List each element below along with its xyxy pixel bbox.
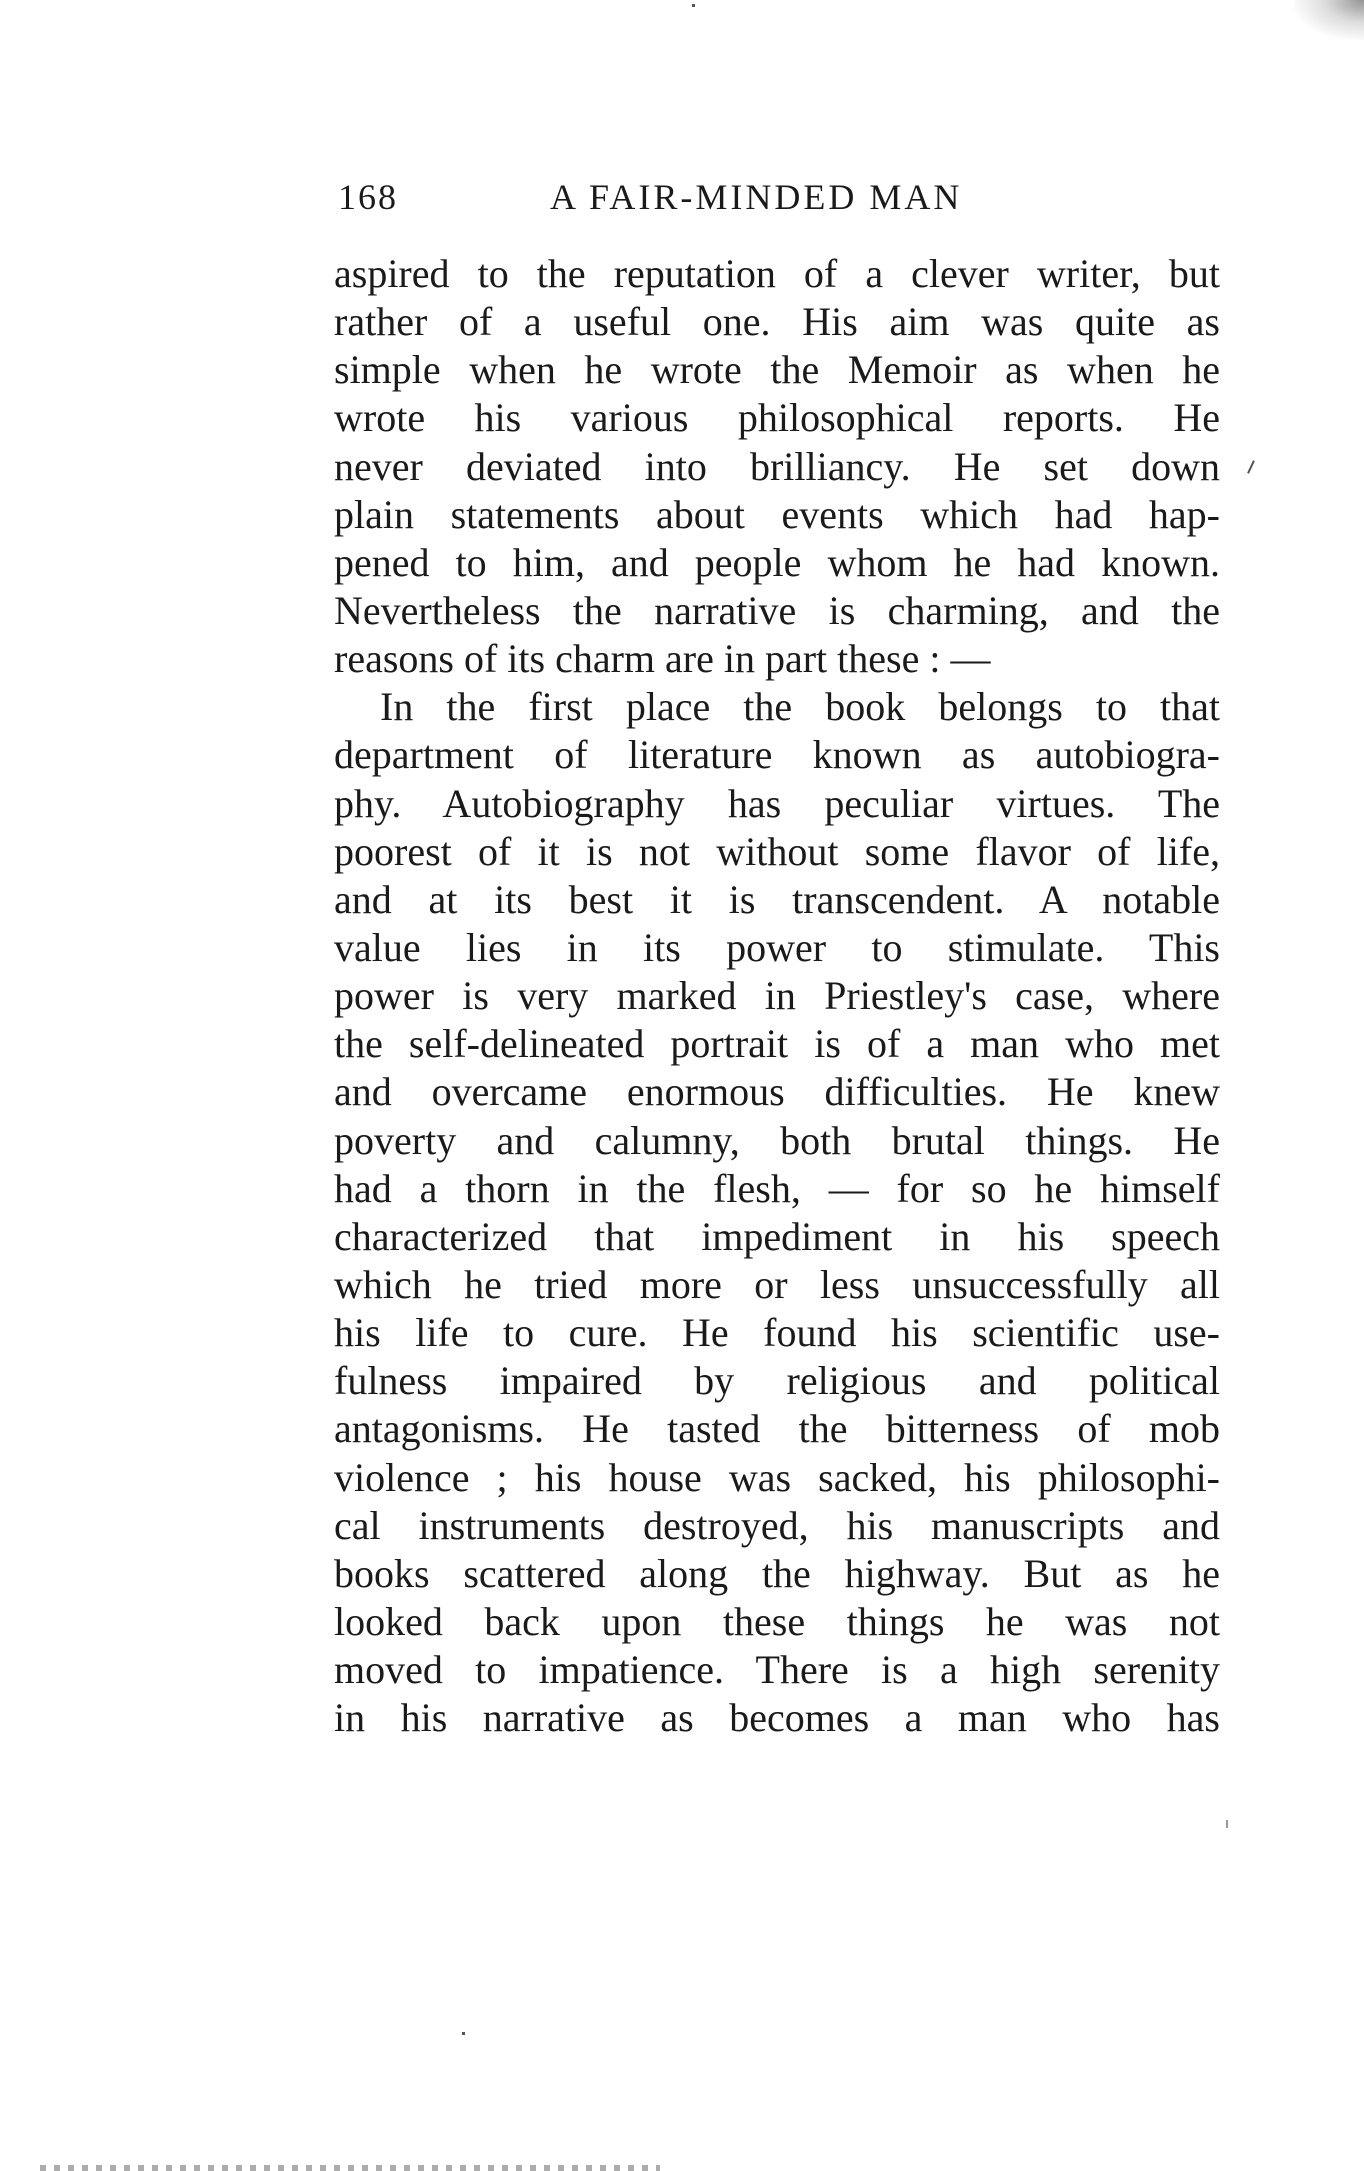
text-line: looked back upon these things he was not bbox=[334, 1598, 1220, 1644]
text-line: the self-delineated portrait is of a man who met bbox=[334, 1021, 1220, 1067]
page-number: 168 bbox=[338, 177, 398, 217]
text-line: had a thorn in the flesh, — for so he himself bbox=[334, 1165, 1220, 1211]
text-line: pened to him, and people whom he had known. bbox=[334, 539, 1220, 585]
scan-corner-smudge bbox=[1294, 0, 1364, 40]
text-line: never deviated into brilliancy. He set down bbox=[334, 443, 1220, 489]
text-line: antagonisms. He tasted the bitterness of mob bbox=[334, 1406, 1220, 1452]
paragraph-2 bbox=[334, 683, 1220, 1742]
text-line: in his narrative as becomes a man who has bbox=[334, 1695, 1220, 1741]
paragraph-1 bbox=[334, 250, 1220, 683]
text-line: and overcame enormous difficulties. He knew bbox=[334, 1069, 1220, 1115]
text-line: his life to cure. He found his scientific use- bbox=[334, 1310, 1220, 1356]
text-line: reasons of its charm are in part these : — bbox=[334, 636, 991, 682]
page-header bbox=[338, 176, 1218, 226]
text-line: wrote his various philosophical reports. He bbox=[334, 395, 1220, 441]
text-line: poorest of it is not without some flavor of life, bbox=[334, 828, 1220, 874]
text-line: violence ; his house was sacked, his philosophi- bbox=[334, 1454, 1220, 1500]
text-line: characterized that impediment in his speech bbox=[334, 1213, 1220, 1259]
running-head: A FAIR-MINDED MAN bbox=[550, 177, 963, 217]
scan-edge-noise bbox=[40, 2165, 660, 2171]
text-line: phy. Autobiography has peculiar virtues. The bbox=[334, 780, 1220, 826]
text-line: simple when he wrote the Memoir as when he bbox=[334, 347, 1220, 393]
text-line: books scattered along the highway. But as he bbox=[334, 1550, 1220, 1596]
text-line: value lies in its power to stimulate. This bbox=[334, 924, 1220, 970]
text-line: rather of a useful one. His aim was quite as bbox=[334, 299, 1220, 345]
text-line: department of literature known as autobiogra- bbox=[334, 732, 1220, 778]
text-line: cal instruments destroyed, his manuscripts and bbox=[334, 1502, 1220, 1548]
scan-speck bbox=[1226, 1820, 1228, 1828]
body-text bbox=[334, 250, 1220, 1742]
text-line: fulness impaired by religious and political bbox=[334, 1358, 1220, 1404]
text-line: plain statements about events which had hap- bbox=[334, 491, 1220, 537]
margin-mark bbox=[1247, 460, 1255, 474]
text-line: In the first place the book belongs to that bbox=[380, 684, 1220, 730]
scan-speck bbox=[462, 2032, 465, 2035]
text-line: power is very marked in Priestley's case, where bbox=[334, 973, 1220, 1019]
scan-speck bbox=[692, 4, 695, 7]
text-line: and at its best it is transcendent. A notable bbox=[334, 876, 1220, 922]
text-line: poverty and calumny, both brutal things. He bbox=[334, 1117, 1220, 1163]
text-line: which he tried more or less unsuccessfully all bbox=[334, 1261, 1220, 1307]
text-line: Nevertheless the narrative is charming, and the bbox=[334, 587, 1220, 633]
text-line: moved to impatience. There is a high serenity bbox=[334, 1647, 1220, 1693]
text-line: aspired to the reputation of a clever writer, but bbox=[334, 251, 1220, 296]
